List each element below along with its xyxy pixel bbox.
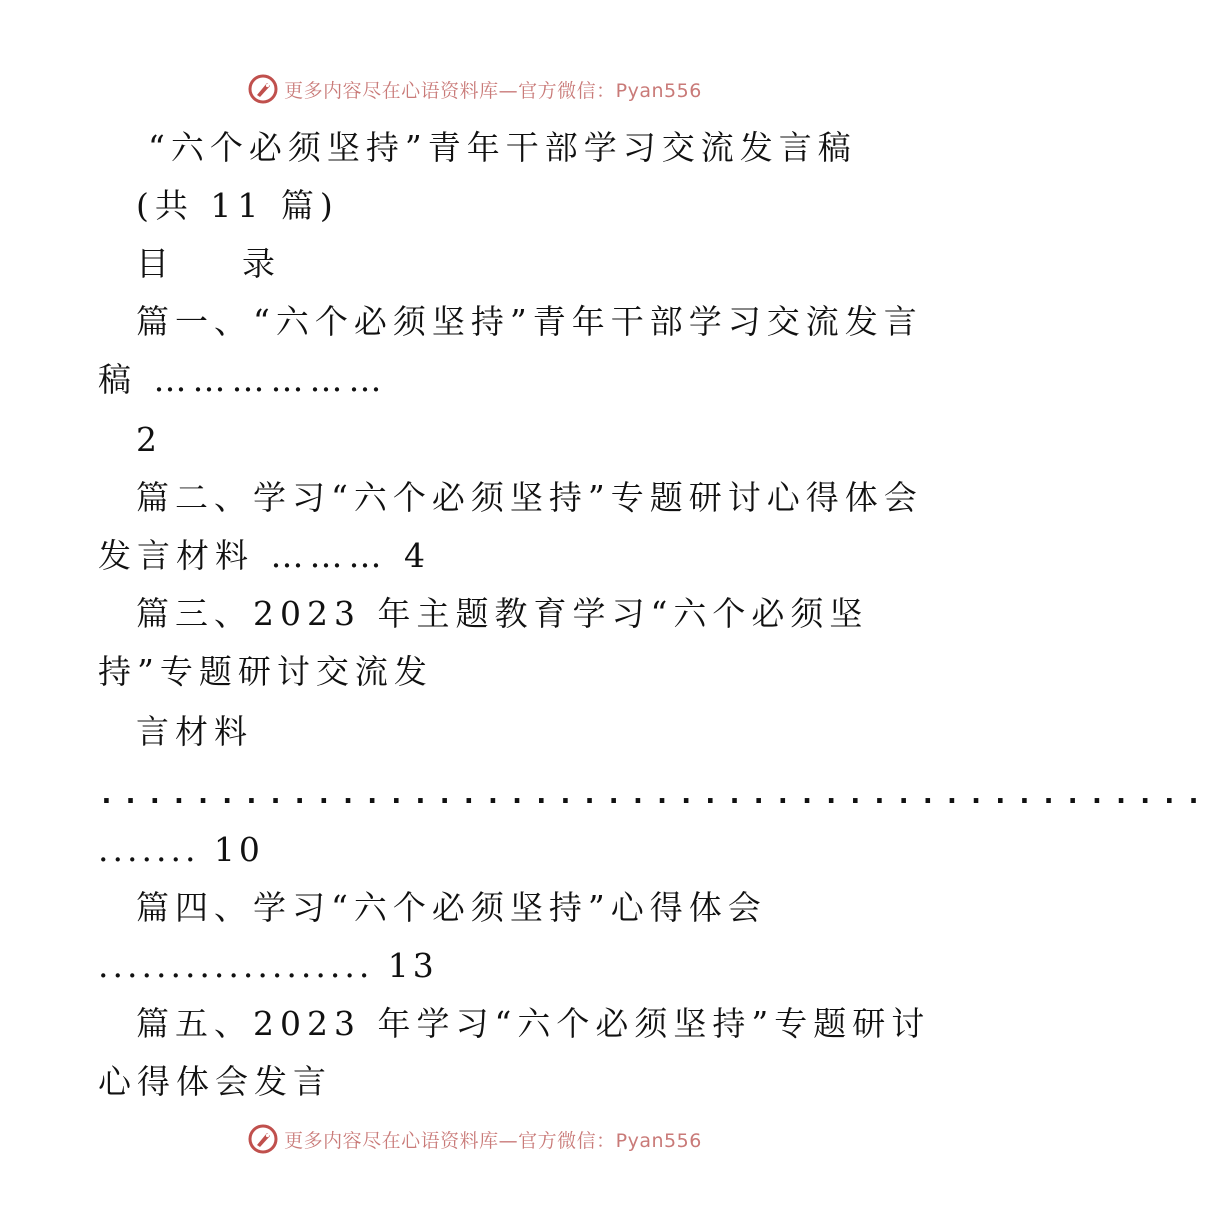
toc-item-1-line2: 稿 ……………… bbox=[98, 360, 388, 399]
toc-item-2-line2: 发言材料 ……… 4 bbox=[98, 536, 431, 575]
document-count: (共 11 篇) bbox=[136, 186, 339, 225]
toc-item-2-line1: 篇二、学习“六个必须坚持”专题研讨心得体会 bbox=[136, 478, 923, 517]
banner-text: 更多内容尽在心语资料库—官方微信：Pyan556 bbox=[284, 1129, 702, 1152]
toc-item-3-line3: 言材料 bbox=[136, 712, 253, 751]
toc-item-4-tail: ................... 13 bbox=[98, 946, 438, 985]
toc-item-1-line1: 篇一、“六个必须坚持”青年干部学习交流发言 bbox=[136, 302, 923, 341]
toc-item-4-line1: 篇四、学习“六个必须坚持”心得体会 bbox=[136, 888, 767, 927]
toc-item-3-line2: 持”专题研讨交流发 bbox=[98, 652, 433, 691]
toc-item-3-tail: ....... 10 bbox=[98, 830, 264, 869]
footer-banner bbox=[0, 1122, 950, 1156]
toc-item-3-line1: 篇三、2023 年主题教育学习“六个必须坚 bbox=[136, 594, 869, 633]
toc-heading: 目 录 bbox=[136, 244, 295, 283]
document-title: “六个必须坚持”青年干部学习交流发言稿 bbox=[148, 128, 857, 167]
toc-item-1-page: 2 bbox=[136, 420, 163, 459]
toc-item-5-line1: 篇五、2023 年学习“六个必须坚持”专题研讨 bbox=[136, 1004, 931, 1043]
pen-nib-logo-icon bbox=[248, 74, 278, 104]
toc-item-3-dots: .............................................. bbox=[98, 777, 1209, 810]
banner-text: 更多内容尽在心语资料库—官方微信：Pyan556 bbox=[284, 79, 702, 102]
header-banner bbox=[0, 72, 950, 106]
toc-item-5-line2: 心得体会发言 bbox=[98, 1062, 332, 1101]
pen-nib-logo-icon bbox=[248, 1124, 278, 1154]
